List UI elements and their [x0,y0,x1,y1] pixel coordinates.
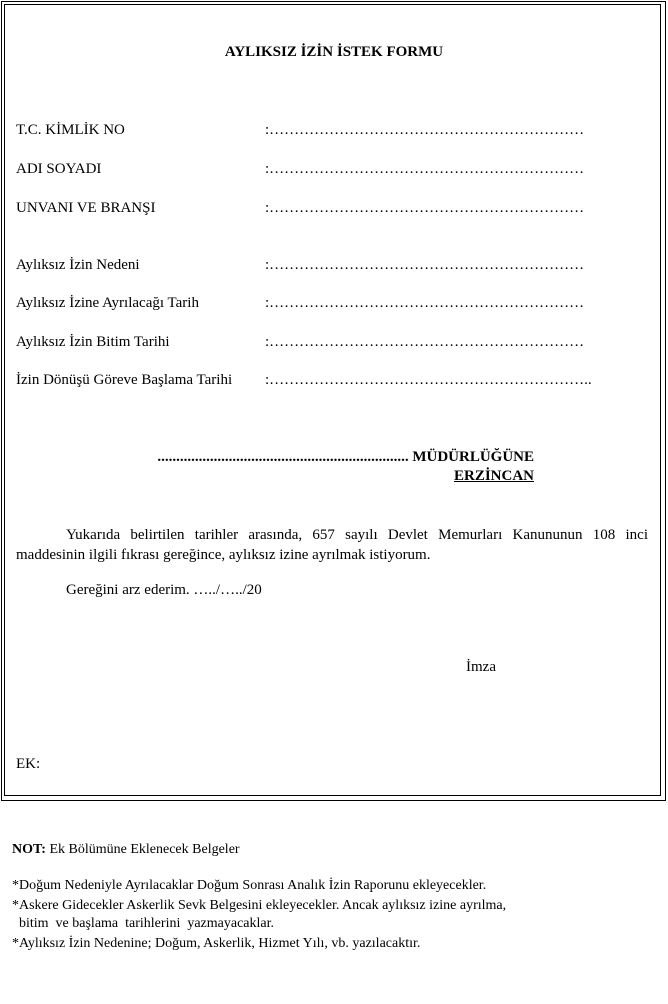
note-line: *Doğum Nedeniyle Ayrılacaklar Doğum Sonrası Analık İzin Raporunu ekleyecekler. [12,878,487,893]
note-line: *Aylıksız İzin Nedenine; Doğum, Askerlik, Hizmet Yılı, vb. yazılacaktır. [12,936,421,951]
recipient-line: ................................................................... MÜDÜRLÜĞÜNE [157,449,534,465]
field-fill-line[interactable]: :……………………………………………………… [265,122,585,138]
field-label: ADI SOYADI [16,161,102,177]
field-label: Aylıksız İzine Ayrılacağı Tarih [16,295,199,311]
field-label: Aylıksız İzin Nedeni [16,257,140,273]
closing-line: Gereğini arz ederim. …../…../20 [66,582,262,598]
field-fill-line[interactable]: :……………………………………………………… [265,161,585,177]
signature-label: İmza [466,659,496,675]
field-fill-line[interactable]: :……………………………………………………… [265,334,585,350]
field-fill-line[interactable]: :……………………………………………………….. [265,372,592,388]
note-heading-bold: NOT: [12,842,46,857]
note-line: *Askere Gidecekler Askerlik Sevk Belgesini ekleyecekler. Ancak aylıksız izine ayrılma, [12,898,507,913]
recipient-city: ERZİNCAN [453,468,534,484]
field-label: T.C. KİMLİK NO [16,122,125,138]
note-heading [12,842,240,858]
field-fill-line[interactable]: :……………………………………………………… [265,257,585,273]
field-fill-line[interactable]: :……………………………………………………… [265,200,585,216]
attachments-label: EK: [16,756,41,772]
field-fill-line[interactable]: :……………………………………………………… [265,295,585,311]
request-paragraph: Yukarıda belirtilen tarihler arasında, 657 sayılı Devlet Memurları Kanununun 108 inci maddesinin ilgili fıkrası gereğince, aylıksız izine ayrılmak istiyorum. [16,527,648,563]
note-heading-text: Ek Bölümüne Eklenecek Belgeler [45,842,240,857]
field-label: UNVANI VE BRANŞI [16,200,156,216]
field-label: İzin Dönüşü Göreve Başlama Tarihi [16,372,233,388]
note-line: bitim ve başlama tarihlerini yazmayacaklar. [12,916,275,931]
form-title: AYLIKSIZ İZİN İSTEK FORMU [224,44,444,60]
field-label: Aylıksız İzin Bitim Tarihi [16,334,170,350]
